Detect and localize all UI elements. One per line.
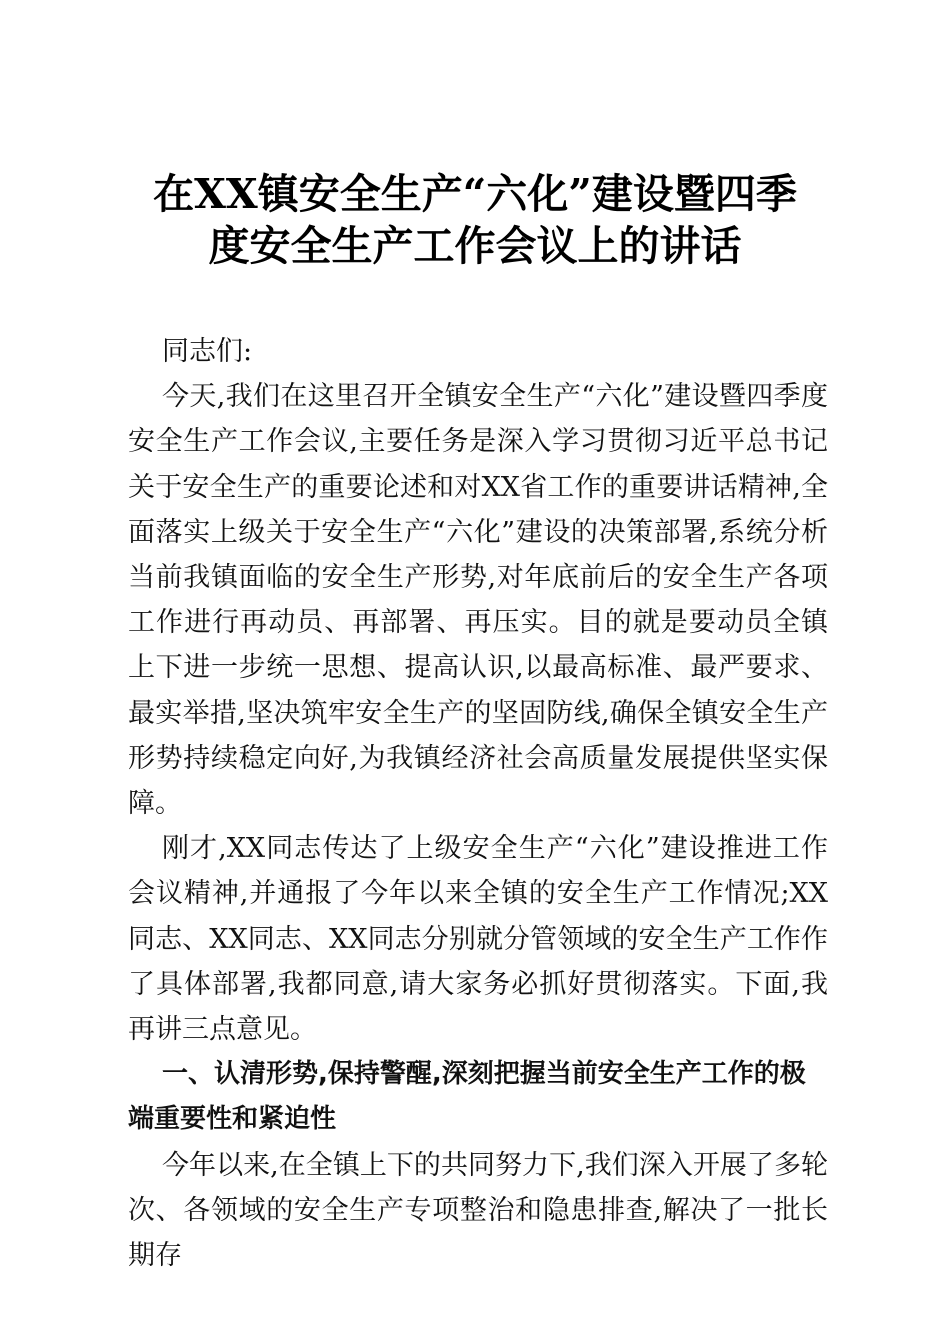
paragraph-section-1: 今年以来,在全镇上下的共同努力下,我们深入开展了多轮次、各领域的安全生产专项整治和隐患排查,解决了一批长期存: [128, 1149, 828, 1272]
paragraph-opening: 今天,我们在这里召开全镇安全生产“六化”建设暨四季度安全生产工作会议,主要任务是深入学习贯彻习近平总书记关于安全生产的重要论述和对XX省工作的重要讲话精神,全面落实上级关于安全生产“六化”建设的决策部署,系统分析当前我镇面临的安全生产形势,对年底前后的安全生产各项工作进行再动员、再部署、再压实。目的就是要动员全镇上下进一步统一思想、提高认识,以最高标准、最严要求、最实举措,坚决筑牢安全生产的坚固防线,确保全镇安全生产形势持续稳定向好,为我镇经济社会高质量发展提供坚实保障。: [128, 381, 828, 820]
title-line-2: 度安全生产工作会议上的讲话: [208, 222, 742, 270]
title-line-1: 在XX镇安全生产“六化”建设暨四季: [153, 170, 797, 218]
document-title: [100, 168, 850, 272]
paragraph-summary: 刚才,XX同志传达了上级安全生产“六化”建设推进工作会议精神,并通报了今年以来全镇的安全生产工作情况;XX同志、XX同志、XX同志分别就分管领域的安全生产工作作了具体部署,我都同意,请大家务必抓好贯彻落实。下面,我再讲三点意见。: [128, 833, 828, 1046]
salutation: 同志们:: [162, 336, 253, 367]
document-body: [128, 329, 828, 1278]
section-heading-1: 一、认清形势,保持警醒,深刻把握当前安全生产工作的极端重要性和紧迫性: [128, 1059, 806, 1135]
